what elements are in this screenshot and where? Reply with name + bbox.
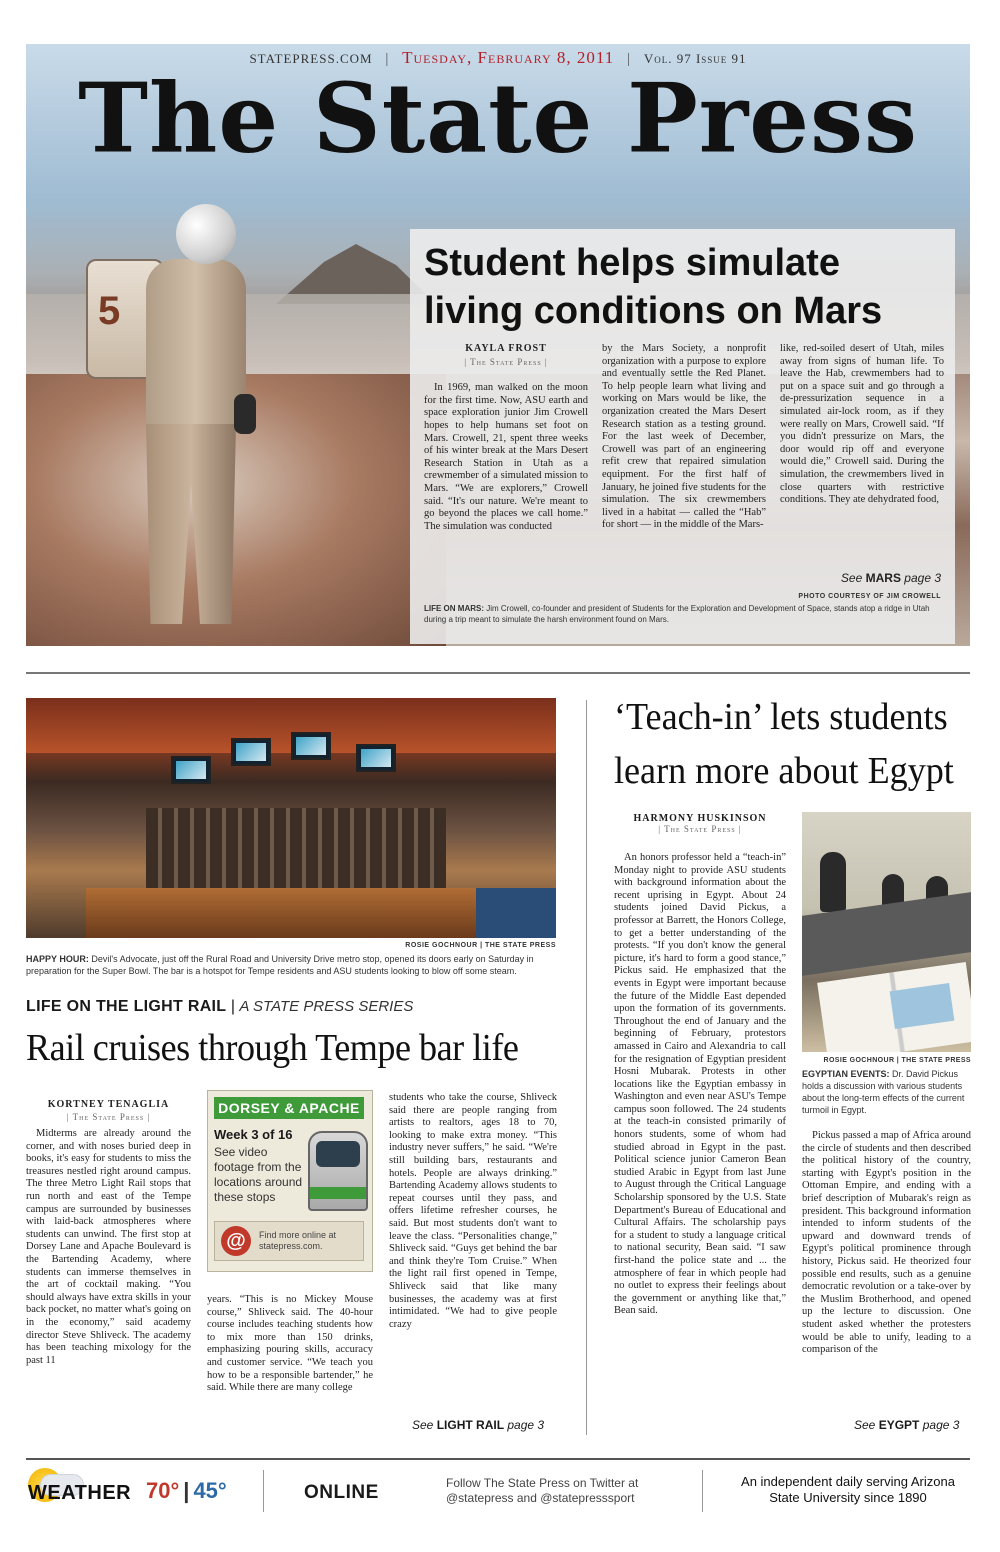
weather-label: WEATHER — [28, 1482, 132, 1504]
bar-jump-link[interactable]: See LIGHT RAIL page 3 — [412, 1418, 545, 1432]
egypt-headline[interactable]: ‘Teach-in’ lets students learn more about Egypt — [614, 696, 954, 792]
egypt-jump-link[interactable]: See EYGPT page 3 — [854, 1418, 960, 1432]
temp-low: 45° — [193, 1478, 227, 1503]
booth — [476, 888, 556, 938]
bar-photo — [26, 698, 556, 938]
series-kicker: LIFE ON THE LIGHT RAIL | A STATE PRESS SERIES — [26, 998, 414, 1015]
footer — [26, 1462, 970, 1520]
footer-divider — [26, 1458, 970, 1460]
egypt-col-2: Pickus passed a map of Africa around the circle of students and then described the political history of the country, starting with Egypt's position in the Ottoman Empire, and ending with a brief description of Mubarak's reign as president. This background information intended to inform students of the upward and downward trends of Egypt's political prominence through history, Pickus said. He theorized four possible end results, such as a genuine democratic revolution or a take-over by the Muslim Brotherhood, and opened up the lecture to discussion. One student asked whether the protesters would be able to unify, leading to a comparison of the — [802, 1130, 971, 1356]
egypt-caption: EGYPTIAN EVENTS: Dr. David Pickus holds a discussion with various students about the long-term effects of the current turmoil in Egypt. — [802, 1069, 965, 1115]
bar-col-2: years. “This is no Mickey Mouse course,” Shliveck said. The 40-hour course includes teaching students how to mix more than 150 drinks, emphasizing pouring skills, accuracy and customer service. “We teach you how to be a responsible bartender,” he said. While there are many college — [207, 1294, 373, 1394]
online-label[interactable]: ONLINE — [304, 1482, 379, 1503]
egypt-col-1: An honors professor held a “teach-in” Monday night to provide ASU students with background information about the recent uprising in Egypt. About 24 students joined David Pickus, a professor at Barrett, the Honors College, to get a better understanding of the protests. “If you don't know the general picture, it's hard to form a good stance,” Pickus said. He emphasized that the events in Egypt were important because the future of the Middle East depended upon the formation of its governments. Throughout the end of January and the beginning of February, protestors amassed in Cairo and Alexandria to call for the resignation of Egyptian president Hosni Mubarak. Protests in other locations like the Egyptian embassy in Washington and even near ASU's Tempe campus soon followed. The 24 students at the teach-in consisted primarily of honors students, some of whom had studied abroad in Egypt in the past. Political science junior Cameron Bean studied Arabic in Egypt from last June to August through the Critical Language Scholarship sponsored by the U.S. State Department's Bureau of Educational and Cultural Affairs. The scholarship pays for a student to study a language critical to national security, Bean said. “I saw first-hand the police state and ... the atmosphere of fear in which people had no outlet to express their feelings about the government or anything like that,” Bean said. — [614, 852, 786, 1317]
mars-text-3: like, red-soiled desert of Utah, miles away from signs of human life. To leave the Hab, crewmembers had to put on a space suit and go through a de-pressurization sequence in a simulated air-lock room, as if they were really on Mars, Crowell said. “If you didn't pressurize on Mars, the door would rip off and everyone would die,” Crowell said. During the simulation, the crewmembers lived in close quarters with restrictive conditions. They ate dehydrated food, — [780, 343, 944, 506]
tv-screen — [171, 756, 211, 784]
helmet — [176, 204, 236, 264]
column-divider — [586, 700, 587, 1435]
mars-col-3 — [780, 343, 944, 563]
issue-date: Tuesday, February 8, 2011 — [402, 48, 615, 67]
mars-text-2: by the Mars Society, a nonprofit organization with a purpose to explore and eventually settle the Red Planet. To help people learn what living and working on Mars would be like, the organization created the Mars Desert Research station as a testing ground. For the last week of December, Crowell was part of an engineering refit crew that repaired simulation equipment. For the first half of January, he joined five students for the simulation. The six crewmembers lived in a habitat — called the “Hab” for short — in the middle of the Mars- — [602, 343, 766, 531]
mars-headline[interactable]: Student helps simulate living conditions on Mars — [424, 242, 883, 332]
bar-byline: KORTNEY TENAGLIA | The State Press | — [47, 1099, 170, 1122]
promo-tag: DORSEY & APACHE — [214, 1097, 364, 1119]
egypt-byline: HARMONY HUSKINSON | The State Press | — [633, 813, 767, 834]
egypt-photo-credit: ROSIE GOCHNOUR | THE STATE PRESS — [823, 1057, 971, 1064]
hero-section — [26, 44, 970, 646]
bar-col-1: Midterms are already around the corner, and with noses buried deep in books, it's easy for students to miss the treasures nestled right around campus. The three Metro Light Rail stops that run north and east of the Tempe campus are surrounded by businesses with laid-back atmospheres where students can unwind. The first stop at Dorsey Lane and Apache Boulevard is the Bartending Academy, where students can immerse themselves in the art of cocktail making. “You should always have extra skills in your back pocket, no matter what's going on in the economy,” said academy director Steve Shliveck. The academy has been teaching mixology for the past 11 — [26, 1128, 191, 1366]
mars-columns — [424, 343, 944, 563]
suit-body — [146, 259, 246, 429]
person — [820, 852, 846, 912]
egypt-photo — [802, 812, 971, 1052]
astronaut-photo — [86, 204, 286, 624]
issue-volume: Vol. 97 Issue 91 — [643, 51, 747, 66]
tv-screen — [231, 738, 271, 766]
bar-caption: HAPPY HOUR: Devil's Advocate, just off the Rural Road and University Drive metro stop, opened its doors early on Saturday in preparation for the Super Bowl. The bar is a hotspot for Tempe residents and ASU students looking to blow off some steam. — [26, 954, 534, 976]
back-bar — [146, 808, 446, 888]
temp-high: 70° — [146, 1478, 180, 1503]
bar-headline[interactable]: Rail cruises through Tempe bar life — [26, 1027, 519, 1069]
promo-online-box[interactable] — [214, 1221, 364, 1261]
masthead: The State Press — [78, 62, 918, 176]
promo-text: See video footage from the locations around these stops — [214, 1145, 303, 1204]
mars-org: | The State Press | — [464, 356, 548, 367]
at-sign-icon: @ — [221, 1226, 251, 1256]
dorsey-apache-promo[interactable] — [207, 1090, 373, 1272]
section-divider — [26, 672, 970, 674]
tv-screen — [356, 744, 396, 772]
mars-author: KAYLA FROST — [465, 343, 547, 354]
mars-col-1 — [424, 343, 588, 563]
backpack: 5 — [86, 259, 164, 379]
paper-tagline: An independent daily serving Arizona State University since 1890 — [741, 1474, 955, 1505]
bar-photo-credit: ROSIE GOCHNOUR | THE STATE PRESS — [405, 942, 556, 949]
mars-text-1: In 1969, man walked on the moon for the first time. Now, ASU earth and space exploration junior Jim Crowell hopes to help humans set foot on Mars. Crowell, 21, spent three weeks of his winter break at the Mars Desert Research Station in Utah as a crewmember of a simulated mission to Mars. “We are explorers,” Crowell said. “It's our nature. We're meant to go beyond the places we call home.” The simulation was conducted — [424, 382, 588, 532]
mars-story — [410, 229, 955, 644]
mars-jump-link[interactable]: See MARS page 3 — [840, 571, 941, 585]
light-rail-train-icon — [308, 1131, 368, 1211]
glove — [234, 394, 256, 434]
tv-screen — [291, 732, 331, 760]
mars-caption: LIFE ON MARS: Jim Crowell, co-founder and president of Students for the Exploration and Development of Space, stands atop a ridge in Utah during a trip meant to simulate the harsh environment found on Mars. — [424, 604, 930, 624]
suit-legs — [146, 424, 236, 624]
mars-photo-credit: PHOTO COURTESY OF JIM CROWELL — [798, 593, 941, 600]
promo-online-text: Find more online at statepress.com. — [259, 1230, 337, 1251]
promo-week: Week 3 of 16 — [214, 1127, 293, 1142]
dateline: STATEPRESS.COM | Tuesday, February 8, 2011 | Vol. 97 Issue 91 — [249, 48, 747, 67]
weather-temps: 70° | 45° — [146, 1478, 227, 1503]
twitter-promo[interactable]: Follow The State Press on Twitter at @statepress and @statepresssport — [446, 1476, 639, 1505]
site-link[interactable]: STATEPRESS.COM — [249, 51, 373, 66]
mars-col-2 — [602, 343, 766, 563]
bar-col-3: students who take the course, Shliveck said there are people ranging from artists to realtors, ages 18 to 70, looking to make extra money. “This industry never suffers,” he said. “We're still building bars, restaurants and hotels. People are always drinking.” Bartending Academy allows students to repeat courses until they pass, and offers lifetime refresher courses, he said. But most students don't want to leave the class. “Personalities change,” Shliveck said. “Guys get behind the bar and think they're Tom Cruise.” When the light rail first opened in Tempe, Shliveck said that like many businesses, the academy was at first intimidated. “We had to give people crazy — [389, 1092, 557, 1330]
